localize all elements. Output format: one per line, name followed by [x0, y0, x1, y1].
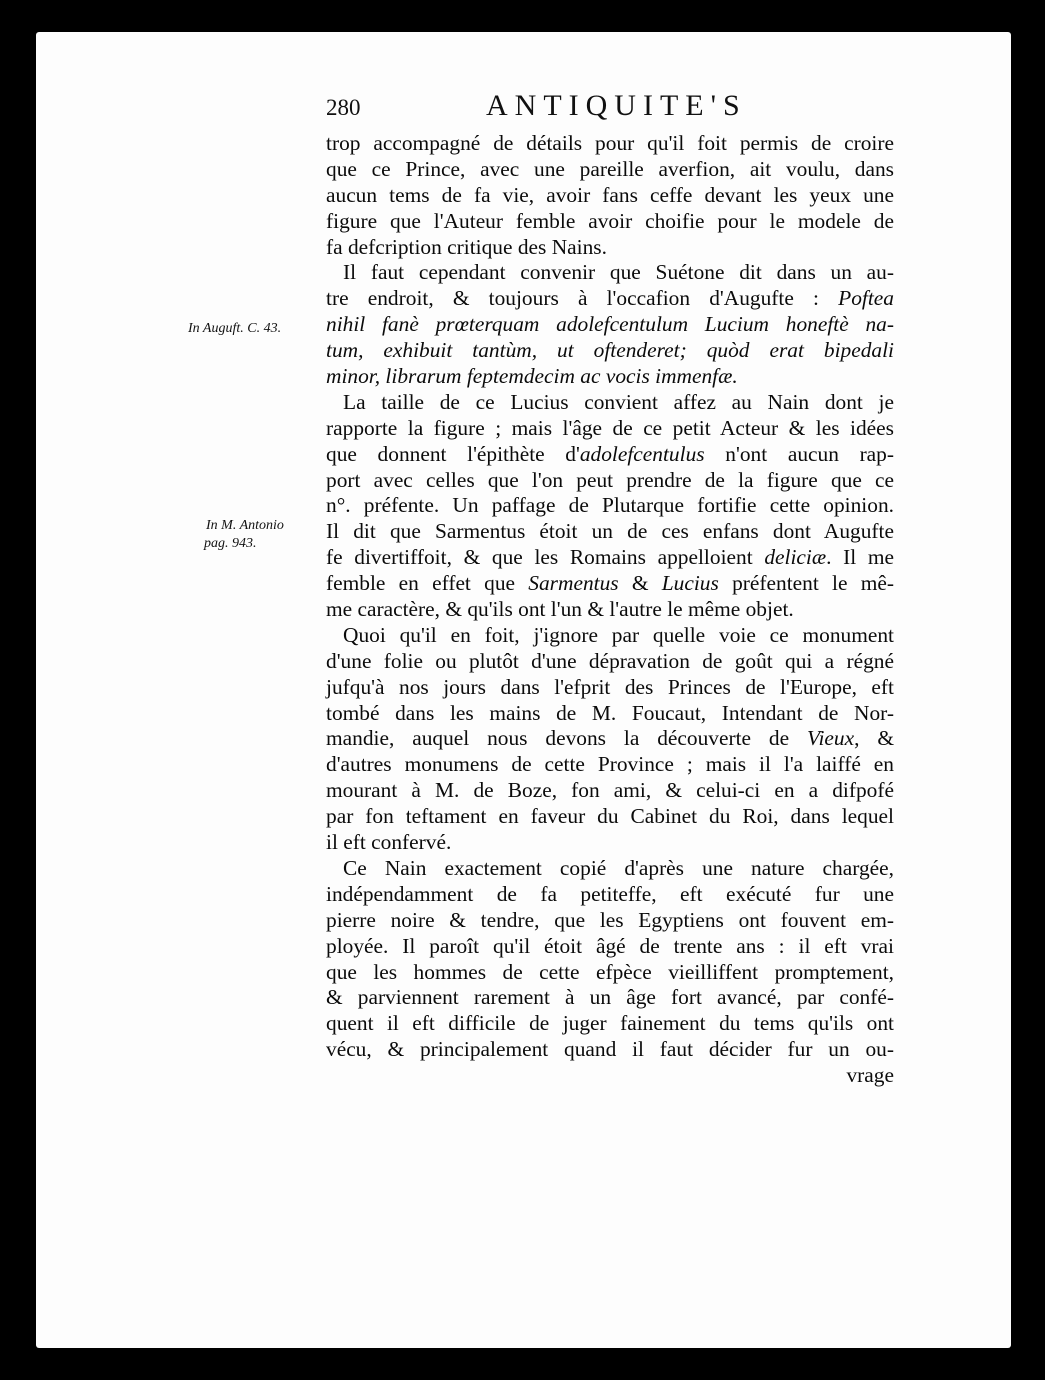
latin-quote: minor, librarum feptemdecim ac vocis immenfæ. — [326, 364, 738, 389]
page-number: 280 — [326, 95, 361, 120]
text-segment: n'ont aucun rap- — [704, 441, 894, 466]
text-segment: que donnent l'épithète d' — [326, 441, 580, 466]
text-line: n°. préfente. Un paffage de Plutarque fortifie cette opinion. — [326, 493, 894, 518]
text-line: figure que l'Auteur femble avoir choifie pour le modele de — [326, 208, 894, 233]
text-line: Ce Nain exactement copié d'après une nature chargée, — [343, 855, 894, 880]
italic-word: Poftea — [838, 286, 894, 311]
text-segment: fe divertiffoit, & que les Romains appelloient — [326, 545, 765, 570]
text-line — [326, 286, 894, 312]
text-line — [326, 364, 894, 390]
text-segment: mandie, auquel nous devons la découverte de — [326, 726, 807, 751]
margin-note-antonio: In M. Antonio — [206, 518, 284, 533]
italic-word: Vieux — [807, 726, 855, 751]
text-line: La taille de ce Lucius convient affez au Nain dont je — [343, 389, 894, 414]
text-line: trop accompagné de détails pour qu'il foit permis de croire — [326, 131, 894, 155]
text-line: aucun tems de fa vie, avoir fans ceffe devant les yeux une — [326, 182, 894, 207]
text-line: Il faut cependant convenir que Suétone dit dans un au- — [343, 260, 894, 285]
running-head: ANTIQUITE'S — [486, 89, 747, 122]
text-line: port avec celles que l'on peut prendre de la figure que ce — [326, 467, 894, 492]
text-line: que les hommes de cette efpèce vieilliffent promptement, — [326, 959, 894, 984]
latin-quote: nihil fanè prœterquam adolefcentulum Lucium honeftè na- — [326, 312, 894, 337]
italic-word: adolefcentulus — [579, 441, 705, 466]
text-line: indépendamment de fa petiteffe, eft exécuté fur une — [326, 881, 894, 906]
text-line: Il dit que Sarmentus étoit un de ces enfans dont Augufte — [326, 519, 894, 544]
text-segment: , & — [854, 726, 894, 751]
text-line: mourant à M. de Boze, fon ami, & celui-ci en a difpofé — [326, 778, 894, 803]
italic-word: Lucius — [661, 571, 719, 596]
text-segment: . Il me — [826, 545, 894, 570]
text-line: vécu, & principalement quand il faut décider fur un ou- — [326, 1037, 894, 1062]
margin-note-august: In Auguft. C. 43. — [188, 321, 282, 336]
catchword: vrage — [846, 1063, 894, 1088]
text-line — [326, 442, 894, 468]
text-line: jufqu'à nos jours dans l'efprit des Princes de l'Europe, eft — [326, 674, 894, 699]
text-line — [326, 545, 894, 571]
body-text — [326, 131, 894, 1089]
text-line: d'autres monumens de cette Province ; mais il l'a laiffé en — [326, 752, 894, 777]
text-line: ployée. Il paroît qu'il étoit âgé de trente ans : il eft vrai — [326, 933, 894, 958]
text-line: Quoi qu'il en foit, j'ignore par quelle voie ce monument — [343, 622, 894, 647]
text-line: tombé dans les mains de M. Foucaut, Intendant de Nor- — [326, 700, 894, 725]
text-line: & parviennent rarement à un âge fort avancé, par confé- — [326, 985, 894, 1010]
text-line — [326, 338, 894, 364]
text-line — [326, 312, 894, 338]
italic-word: Sarmentus — [528, 571, 619, 596]
text-segment: & — [618, 571, 662, 596]
latin-quote: tum, exhibuit tantùm, ut oftenderet; quòd erat bipedali — [326, 338, 894, 363]
italic-word: deliciæ — [764, 545, 827, 570]
text-line: par fon teftament en faveur du Cabinet du Roi, dans lequel — [326, 804, 894, 829]
page-header — [326, 89, 894, 135]
text-line: fa defcription critique des Nains. — [326, 234, 607, 259]
text-line: d'une folie ou plutôt d'une dépravation de goût qui a régné — [326, 648, 894, 673]
text-line — [326, 571, 894, 597]
text-line: rapporte la figure ; mais l'âge de ce petit Acteur & les idées — [326, 415, 894, 440]
text-line: que ce Prince, avec une pareille averfion, ait voulu, dans — [326, 156, 894, 181]
text-line: me caractère, & qu'ils ont l'un & l'autre le même objet. — [326, 597, 794, 622]
margin-note-page: pag. 943. — [204, 536, 257, 551]
text-line: pierre noire & tendre, que les Egyptiens ont fouvent em- — [326, 907, 894, 932]
text-segment: femble en effet que — [326, 571, 529, 596]
text-line: quent il eft difficile de juger fainement du tems qu'ils ont — [326, 1011, 894, 1036]
text-line: il eft confervé. — [326, 830, 452, 855]
text-segment: préfentent le mê- — [718, 571, 894, 596]
text-segment: tre endroit, & toujours à l'occafion d'Augufte : — [326, 286, 839, 311]
text-line — [326, 726, 894, 752]
